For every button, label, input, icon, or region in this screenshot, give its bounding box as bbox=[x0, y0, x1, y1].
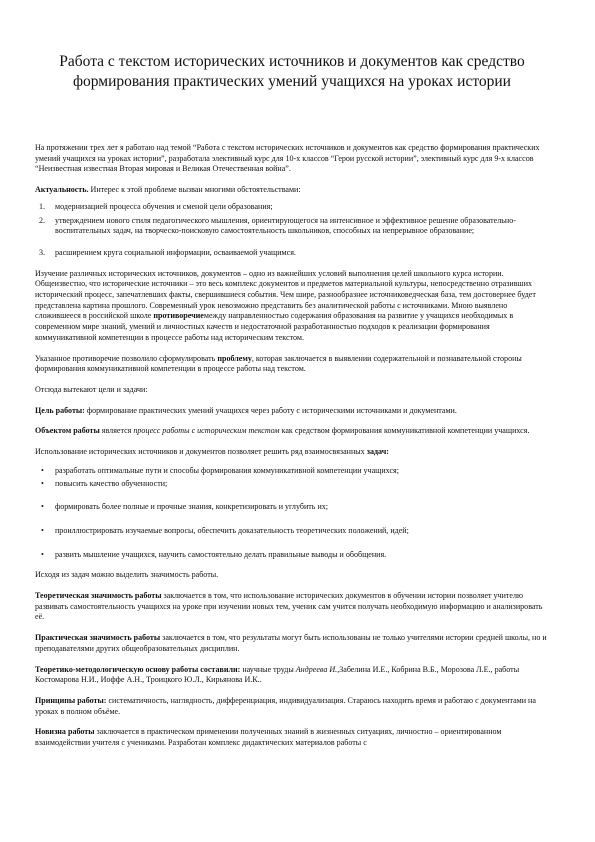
relevance-text: Интерес к этой проблеме вызван многими обстоятельствами: bbox=[88, 185, 301, 195]
list-item-text: разработать оптимальные пути и способы формирования коммуникативной компетенции учащихся; bbox=[55, 465, 399, 475]
list-item bbox=[35, 550, 549, 561]
basis-italic: Андреева И. bbox=[295, 664, 338, 674]
problem-text-end: , которая заключается в выявлении содержательной и познавательной стороны формирования коммуникативной компетенции в процессе работы над текстом. bbox=[35, 353, 522, 374]
list-item-text: повысить качество обученности; bbox=[55, 479, 168, 489]
basis-text-start: научные труды bbox=[240, 664, 296, 674]
bullet-icon: • bbox=[41, 549, 44, 559]
tasks-paragraph bbox=[35, 447, 549, 458]
list-item-text: формировать более полные и прочные знания, конкретизировать и углубить их; bbox=[55, 502, 329, 512]
bullet-icon: • bbox=[41, 525, 44, 535]
list-item bbox=[35, 479, 549, 490]
study-paragraph bbox=[35, 269, 549, 344]
problem-term: проблему bbox=[217, 353, 252, 363]
list-item bbox=[35, 216, 549, 237]
tasks-term: задач: bbox=[366, 447, 389, 457]
contradiction-term: противоречие bbox=[153, 311, 204, 321]
document-body bbox=[35, 143, 549, 749]
novelty-text: заключается в практическом применении полученных знаний в жизненных ситуациях, личностно – ориентированном взаимодействии учителя с учениками. Разработан комплекс дидактических материалов работы с bbox=[35, 727, 502, 748]
relevance-label: Актуальность. bbox=[35, 185, 89, 195]
study-text-end: между направленностью содержания образования на развитие у учащихся необходимых в современном мире знаний, умений и личностных качеств и недостаточной разработанностью подходов к реализации формирования коммуникативной компетенции в процессе работы над историческим текстом. bbox=[35, 311, 514, 342]
list-item-text: проиллюстрировать изучаемые вопросы, обеспечить доказательность теоретических положений, идей; bbox=[55, 525, 409, 535]
practical-paragraph bbox=[35, 633, 549, 654]
list-number: 2. bbox=[39, 215, 46, 225]
theoretical-text: заключается в том, что использование исторических документов в обучении истории позволяет учителю развивать самостоятельность учащихся на уроке при изучении новых тем, ученик сам учится получать необходимую информацию и анализировать её. bbox=[35, 590, 543, 622]
goal-paragraph bbox=[35, 406, 549, 417]
list-item bbox=[35, 502, 549, 513]
bullet-icon: • bbox=[41, 479, 44, 489]
list-item bbox=[35, 466, 549, 477]
bullet-icon: • bbox=[41, 502, 44, 512]
list-item bbox=[35, 202, 549, 213]
relevance-paragraph bbox=[35, 185, 549, 196]
goal-text: формирование практических умений учащихся через работу с историческими источниками и документами. bbox=[84, 405, 457, 415]
novelty-label: Новизна работы bbox=[35, 727, 95, 737]
theoretical-label: Теоретическая значимость работы bbox=[35, 590, 162, 600]
principles-text: систематичность, наглядность, дифференциация, индивидуализация. Стараюсь находить время и работаю с документами на уроках в полном объёме. bbox=[35, 695, 536, 716]
list-item-text: развить мышление учащихся, научить самостоятельно делать правильные выводы и обобщения. bbox=[55, 549, 387, 559]
goals-intro: Отсюда вытекают цели и задачи: bbox=[35, 384, 148, 394]
object-text-end: как средством формирования коммуникативной компетенции учащихся. bbox=[279, 426, 530, 436]
tasks-list bbox=[35, 466, 549, 561]
principles-paragraph bbox=[35, 696, 549, 717]
object-italic: процесс работы с историческим текстом bbox=[133, 426, 280, 436]
object-paragraph bbox=[35, 426, 549, 437]
list-number: 1. bbox=[39, 201, 46, 211]
basis-text-end: ,Забелина И.Е., Кобрина В.Б., Морозова Л.Е., работы Костомарова Н.И., Иоффе А.Н., Троицкого Ю.Л., Кирьянова И.К.. bbox=[35, 664, 520, 685]
study-text-start: Изучение различных исторических источников, документов – одно из важнейших условий выполнения целей школьного курса истории. Общеизвестно, что исторические источники – это весь комплекс документов и предметов материальной культуры, непосредственно отразивших исторический процесс, запечатлевших факты, свершившиеся события. Чем шире, разнообразнее источниковедческая база, тем достовернее будет представлена картина прошлого. Современный урок невозможно представить без аналитической работы с источниками. Мною выявлено сложившееся в российской школе bbox=[35, 268, 536, 321]
list-item bbox=[35, 526, 549, 537]
basis-label: Теоретико-методологическую основу работы составили: bbox=[35, 664, 241, 674]
principles-label: Принципы работы: bbox=[35, 695, 107, 705]
theoretical-paragraph bbox=[35, 591, 549, 623]
list-item bbox=[35, 248, 549, 259]
bullet-icon: • bbox=[41, 465, 44, 475]
list-item-text: расширением круга социальной информации, осваиваемой учащимся. bbox=[55, 247, 296, 257]
goal-label: Цель работы: bbox=[35, 405, 85, 415]
practical-label: Практическая значимость работы bbox=[35, 633, 161, 643]
list-item-text: модернизацией процесса обучения и сменой цели образования; bbox=[55, 201, 273, 211]
list-item-text: утверждением нового стиля педагогического мышления, ориентирующегося на интенсивное и эффективное решение образовательно-воспитательных задач, на творческо-поисковую самостоятельность школьников, способных на непрерывное образование; bbox=[55, 215, 516, 236]
problem-paragraph bbox=[35, 354, 549, 375]
tasks-text: Использование исторических источников и документов позволяет решить ряд взаимосвязанных bbox=[35, 447, 367, 457]
list-number: 3. bbox=[39, 247, 46, 257]
practical-text: заключается в том, что результаты могут быть использованы не только учителями истории средней школы, но и преподавателями других общеобразовательных дисциплин. bbox=[35, 633, 547, 653]
relevance-list bbox=[35, 202, 549, 259]
basis-paragraph bbox=[35, 665, 549, 686]
novelty-paragraph bbox=[35, 727, 549, 748]
problem-text-start: Указанное противоречие позволило сформулировать bbox=[35, 353, 218, 363]
document-title: Работа с текстом исторических источников и документов как средство формирования практических умений учащихся на уроках истории bbox=[59, 53, 525, 90]
object-text-start: является bbox=[99, 426, 134, 436]
object-label: Объектом работы bbox=[35, 426, 100, 436]
intro-paragraph: На протяжении трех лет я работаю над темой “Работа с текстом исторических источников и документов как средство формирования практических умений учащихся на уроках истории”, разработала элективный курс для 10-х классов “Герои русской истории”, элективный курс для 9-х классов “Неизвестная известная Вторая мировая и Великая Отечественная война”. bbox=[35, 143, 540, 174]
significance-intro: Исходя из задач можно выделить значимость работы. bbox=[35, 570, 219, 580]
